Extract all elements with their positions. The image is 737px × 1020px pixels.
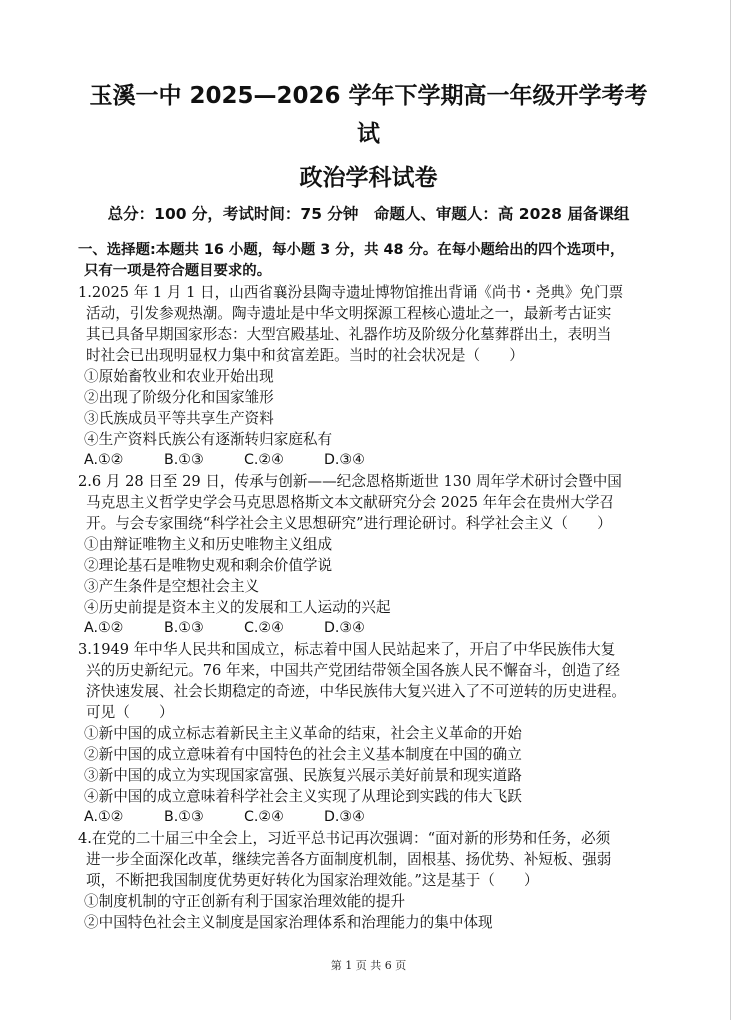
choice-d: D.③④ (324, 452, 365, 468)
choice-a: A.①② (84, 452, 124, 468)
choice-c: C.②④ (244, 452, 284, 468)
exam-subtitle: 政治学科试卷 (299, 165, 438, 191)
section-heading-line-1: 一、选择题:本题共 16 小题，每小题 3 分，共 48 分。在每小题给出的四个选项中， (78, 242, 625, 258)
question-stem-line: 兴的历史新纪元。76 年来，中国共产党团结带领全国各族人民不懈奋斗，创造了经 (86, 662, 620, 679)
question-option: ①新中国的成立标志着新民主主义革命的结束，社会主义革命的开始 (84, 725, 522, 742)
question-2-stem (78, 471, 678, 534)
question-stem-line: 活动，引发参观热潮。陶寺遗址是中华文明探源工程核心遗址之一，最新考古证实 (86, 305, 612, 322)
question-option: ①制度机制的守正创新有利于国家治理效能的提升 (84, 893, 406, 910)
question-4-stem (78, 828, 678, 891)
exam-content (78, 240, 678, 933)
question-stem-line: 项，不断把我国制度优势更好转化为国家治理效能。”这是基于（ ） (86, 872, 539, 889)
question-stem-line: 其已具备早期国家形态：大型宫殿基址、礼器作坊及阶级分化墓葬群出土，表明当 (86, 326, 612, 343)
section-heading (78, 240, 678, 282)
question-stem-line: 4.在党的二十届三中全会上，习近平总书记再次强调：“面对新的形势和任务，必须 (78, 830, 611, 847)
exam-title-line-2: 试 (357, 121, 380, 147)
choice-a: A.①② (84, 620, 124, 636)
question-3-stem (78, 639, 678, 723)
question-stem-line: 进一步全面深化改革，继续完善各方面制度机制，固根基、扬优势、补短板、强弱 (86, 851, 612, 868)
question-option: ④生产资料氏族公有逐渐转归家庭私有 (84, 431, 333, 448)
choice-a: A.①② (84, 809, 124, 825)
question-stem-line: 开。与会专家围绕“科学社会主义思想研究”进行理论研讨。科学社会主义（ ） (86, 515, 612, 532)
question-1-stem (78, 282, 678, 366)
question-stem-line: 3.1949 年中华人民共和国成立，标志着中国人民站起来了，开启了中华民族伟大复 (78, 641, 616, 658)
question-option: ③氏族成员平等共享生产资料 (84, 410, 274, 427)
question-stem-line: 1.2025 年 1 月 1 日，山西省襄汾县陶寺遗址博物馆推出背诵《尚书・尧典》免门票 (78, 284, 624, 301)
answer-choices (78, 450, 678, 471)
question-option: ②新中国的成立意味着有中国特色的社会主义基本制度在中国的确立 (84, 746, 522, 763)
choice-b: B.①③ (164, 809, 204, 825)
page-edge-rule (730, 0, 731, 1020)
exam-meta-info: 总分：100 分，考试时间：75 分钟 命题人、审题人：高 2028 届备课组 (107, 205, 630, 223)
question-stem-line: 马克思主义哲学史学会马克思恩格斯文本文献研究分会 2025 年年会在贵州大学召 (86, 494, 615, 511)
question-1 (78, 282, 678, 471)
choice-d: D.③④ (324, 620, 365, 636)
answer-choices (78, 807, 678, 828)
question-option: ④历史前提是资本主义的发展和工人运动的兴起 (84, 599, 391, 616)
question-option: ③产生条件是空想社会主义 (84, 578, 260, 595)
question-option: ④新中国的成立意味着科学社会主义实现了从理论到实践的伟大飞跃 (84, 788, 522, 805)
question-option: ②中国特色社会主义制度是国家治理体系和治理能力的集中体现 (84, 914, 493, 931)
page-footer: 第 1 页 共 6 页 (330, 959, 407, 972)
question-option: ①原始畜牧业和农业开始出现 (84, 368, 274, 385)
question-option: ②理论基石是唯物史观和剩余价值学说 (84, 557, 333, 574)
exam-title-line-1: 玉溪一中 2025—2026 学年下学期高一年级开学考考 (89, 83, 648, 109)
question-option: ③新中国的成立为实现国家富强、民族复兴展示美好前景和现实道路 (84, 767, 522, 784)
choice-c: C.②④ (244, 809, 284, 825)
section-heading-line-2: 只有一项是符合题目要求的。 (84, 263, 272, 279)
choice-b: B.①③ (164, 620, 204, 636)
question-stem-line: 2.6 月 28 日至 29 日，传承与创新——纪念恩格斯逝世 130 周年学术研讨会暨中国 (78, 473, 622, 490)
answer-choices (78, 618, 678, 639)
choice-b: B.①③ (164, 452, 204, 468)
question-stem-line: 时社会已出现明显权力集中和贫富差距。当时的社会状况是（ ） (86, 347, 524, 364)
question-option: ①由辩证唯物主义和历史唯物主义组成 (84, 536, 333, 553)
question-stem-line: 可见（ ） (86, 704, 174, 721)
question-option: ②出现了阶级分化和国家雏形 (84, 389, 274, 406)
question-3 (78, 639, 678, 828)
question-stem-line: 济快速发展、社会长期稳定的奇迹，中华民族伟大复兴进入了不可逆转的历史进程。 (86, 683, 626, 700)
choice-d: D.③④ (324, 809, 365, 825)
choice-c: C.②④ (244, 620, 284, 636)
question-4 (78, 828, 678, 933)
question-2 (78, 471, 678, 639)
